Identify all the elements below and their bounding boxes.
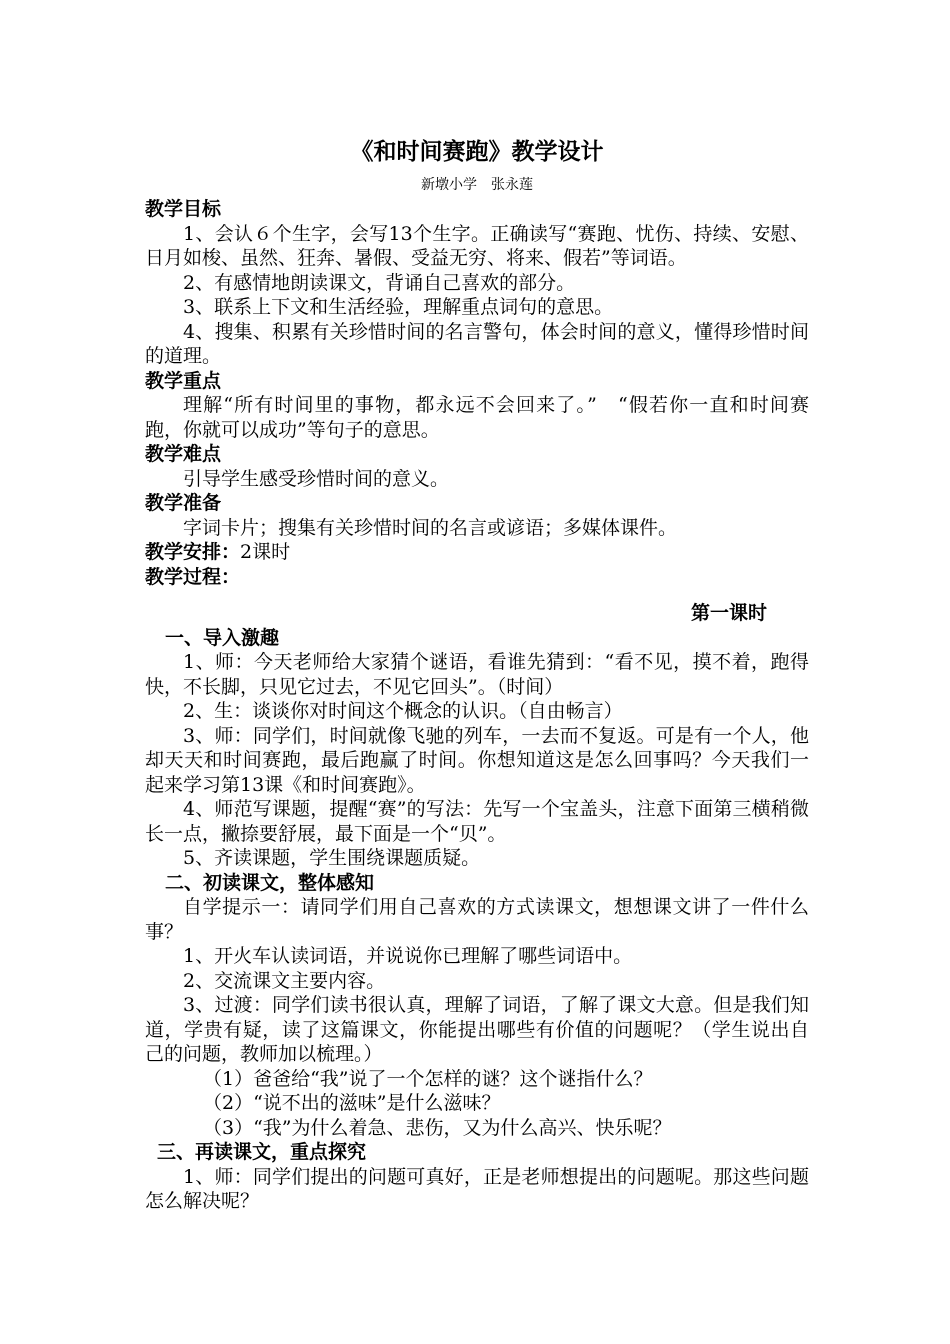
prep-heading: 教学准备	[145, 492, 222, 514]
arrangement-value: 2课时	[240, 541, 291, 563]
arrangement-line	[145, 540, 809, 565]
author-line: 新墩小学 张永莲	[421, 177, 533, 193]
arrangement-label: 教学安排：	[145, 541, 241, 563]
part1-heading: 一、导入激趣	[165, 626, 280, 649]
process-heading: 教学过程：	[145, 565, 241, 588]
lesson-label: 第一课时	[690, 602, 767, 624]
part1-item: 2、生：谈谈你对时间这个概念的认识。（自由畅言）	[183, 700, 623, 722]
part3-heading: 三、再读课文，重点探究	[157, 1141, 367, 1163]
part1-item: 4、师范写课题，提醒“赛”的写法：先写一个宝盖头，注意下面第三横稍微长一点，撇捺要舒展，最下面是一个“贝”。	[145, 798, 809, 845]
question-item: （3）“我”为什么着急、悲伤，又为什么高兴、快乐呢？	[203, 1116, 672, 1139]
part1-item: 3、师：同学们，时间就像飞驰的列车，一去而不复返。可是有一个人，他却天天和时间赛跑，最后跑赢了时间。你想知道这是怎么回事吗？今天我们一起来学习第13课《和时间赛跑》。	[145, 724, 809, 796]
part3-item: 1、师：同学们提出的问题可真好，正是老师想提出的问题呢。那这些问题怎么解决呢？	[145, 1165, 809, 1212]
part2-heading: 二、初读课文，整体感知	[165, 871, 375, 894]
difficulty-heading: 教学难点	[145, 443, 222, 465]
part1-item: 5、齐读课题，学生围绕课题质疑。	[183, 847, 481, 869]
prep-paragraph: 字词卡片；搜集有关珍惜时间的名言或谚语；多媒体课件。	[183, 516, 678, 539]
part2-intro: 自学提示一：请同学们用自己喜欢的方式读课文，想想课文讲了一件什么事？	[145, 896, 809, 943]
question-item: （1）爸爸给“我”说了一个怎样的谜？这个谜指什么？	[203, 1067, 653, 1090]
goal-item: 3、联系上下文和生活经验，理解重点词句的意思。	[183, 296, 614, 318]
question-item: （2）“说不出的滋味”是什么滋味？	[203, 1092, 501, 1114]
goal-item: 4、搜集、积累有关珍惜时间的名言警句，体会时间的意义，懂得珍惜时间的道理。	[145, 320, 809, 367]
goal-item: 1、会认６个生字，会写13个生字。正确读写“赛跑、忧伤、持续、安慰、日月如梭、虽然、狂奔、暑假、受益无穷、将来、假若”等词语。	[145, 222, 809, 269]
document-title: 《和时间赛跑》教学设计	[350, 138, 604, 165]
part2-item: 2、交流课文主要内容。	[183, 969, 386, 992]
document-page	[145, 137, 809, 1214]
part2-item: 3、过渡：同学们读书很认真，理解了词语，了解了课文大意。但是我们知道，学贵有疑，读了这篇课文，你能提出哪些有价值的问题呢？（学生说出自己的问题，教师加以梳理。）	[145, 994, 809, 1065]
goals-heading: 教学目标	[145, 198, 222, 220]
part1-item: 1、师：今天老师给大家猜个谜语，看谁先猜到：“看不见，摸不着，跑得快，不长脚，只见它过去，不见它回头”。（时间）	[145, 651, 809, 698]
part2-item: 1、开火车认读词语，并说说你已理解了哪些词语中。	[183, 945, 633, 967]
difficulty-paragraph: 引导学生感受珍惜时间的意义。	[183, 467, 450, 490]
key-heading: 教学重点	[145, 369, 222, 392]
key-paragraph: 理解“所有时间里的事物，都永远不会回来了。” “假若你一直和时间赛跑，你就可以成功”等句子的意思。	[145, 394, 809, 441]
goal-item: 2、有感情地朗读课文，背诵自己喜欢的部分。	[183, 271, 576, 294]
